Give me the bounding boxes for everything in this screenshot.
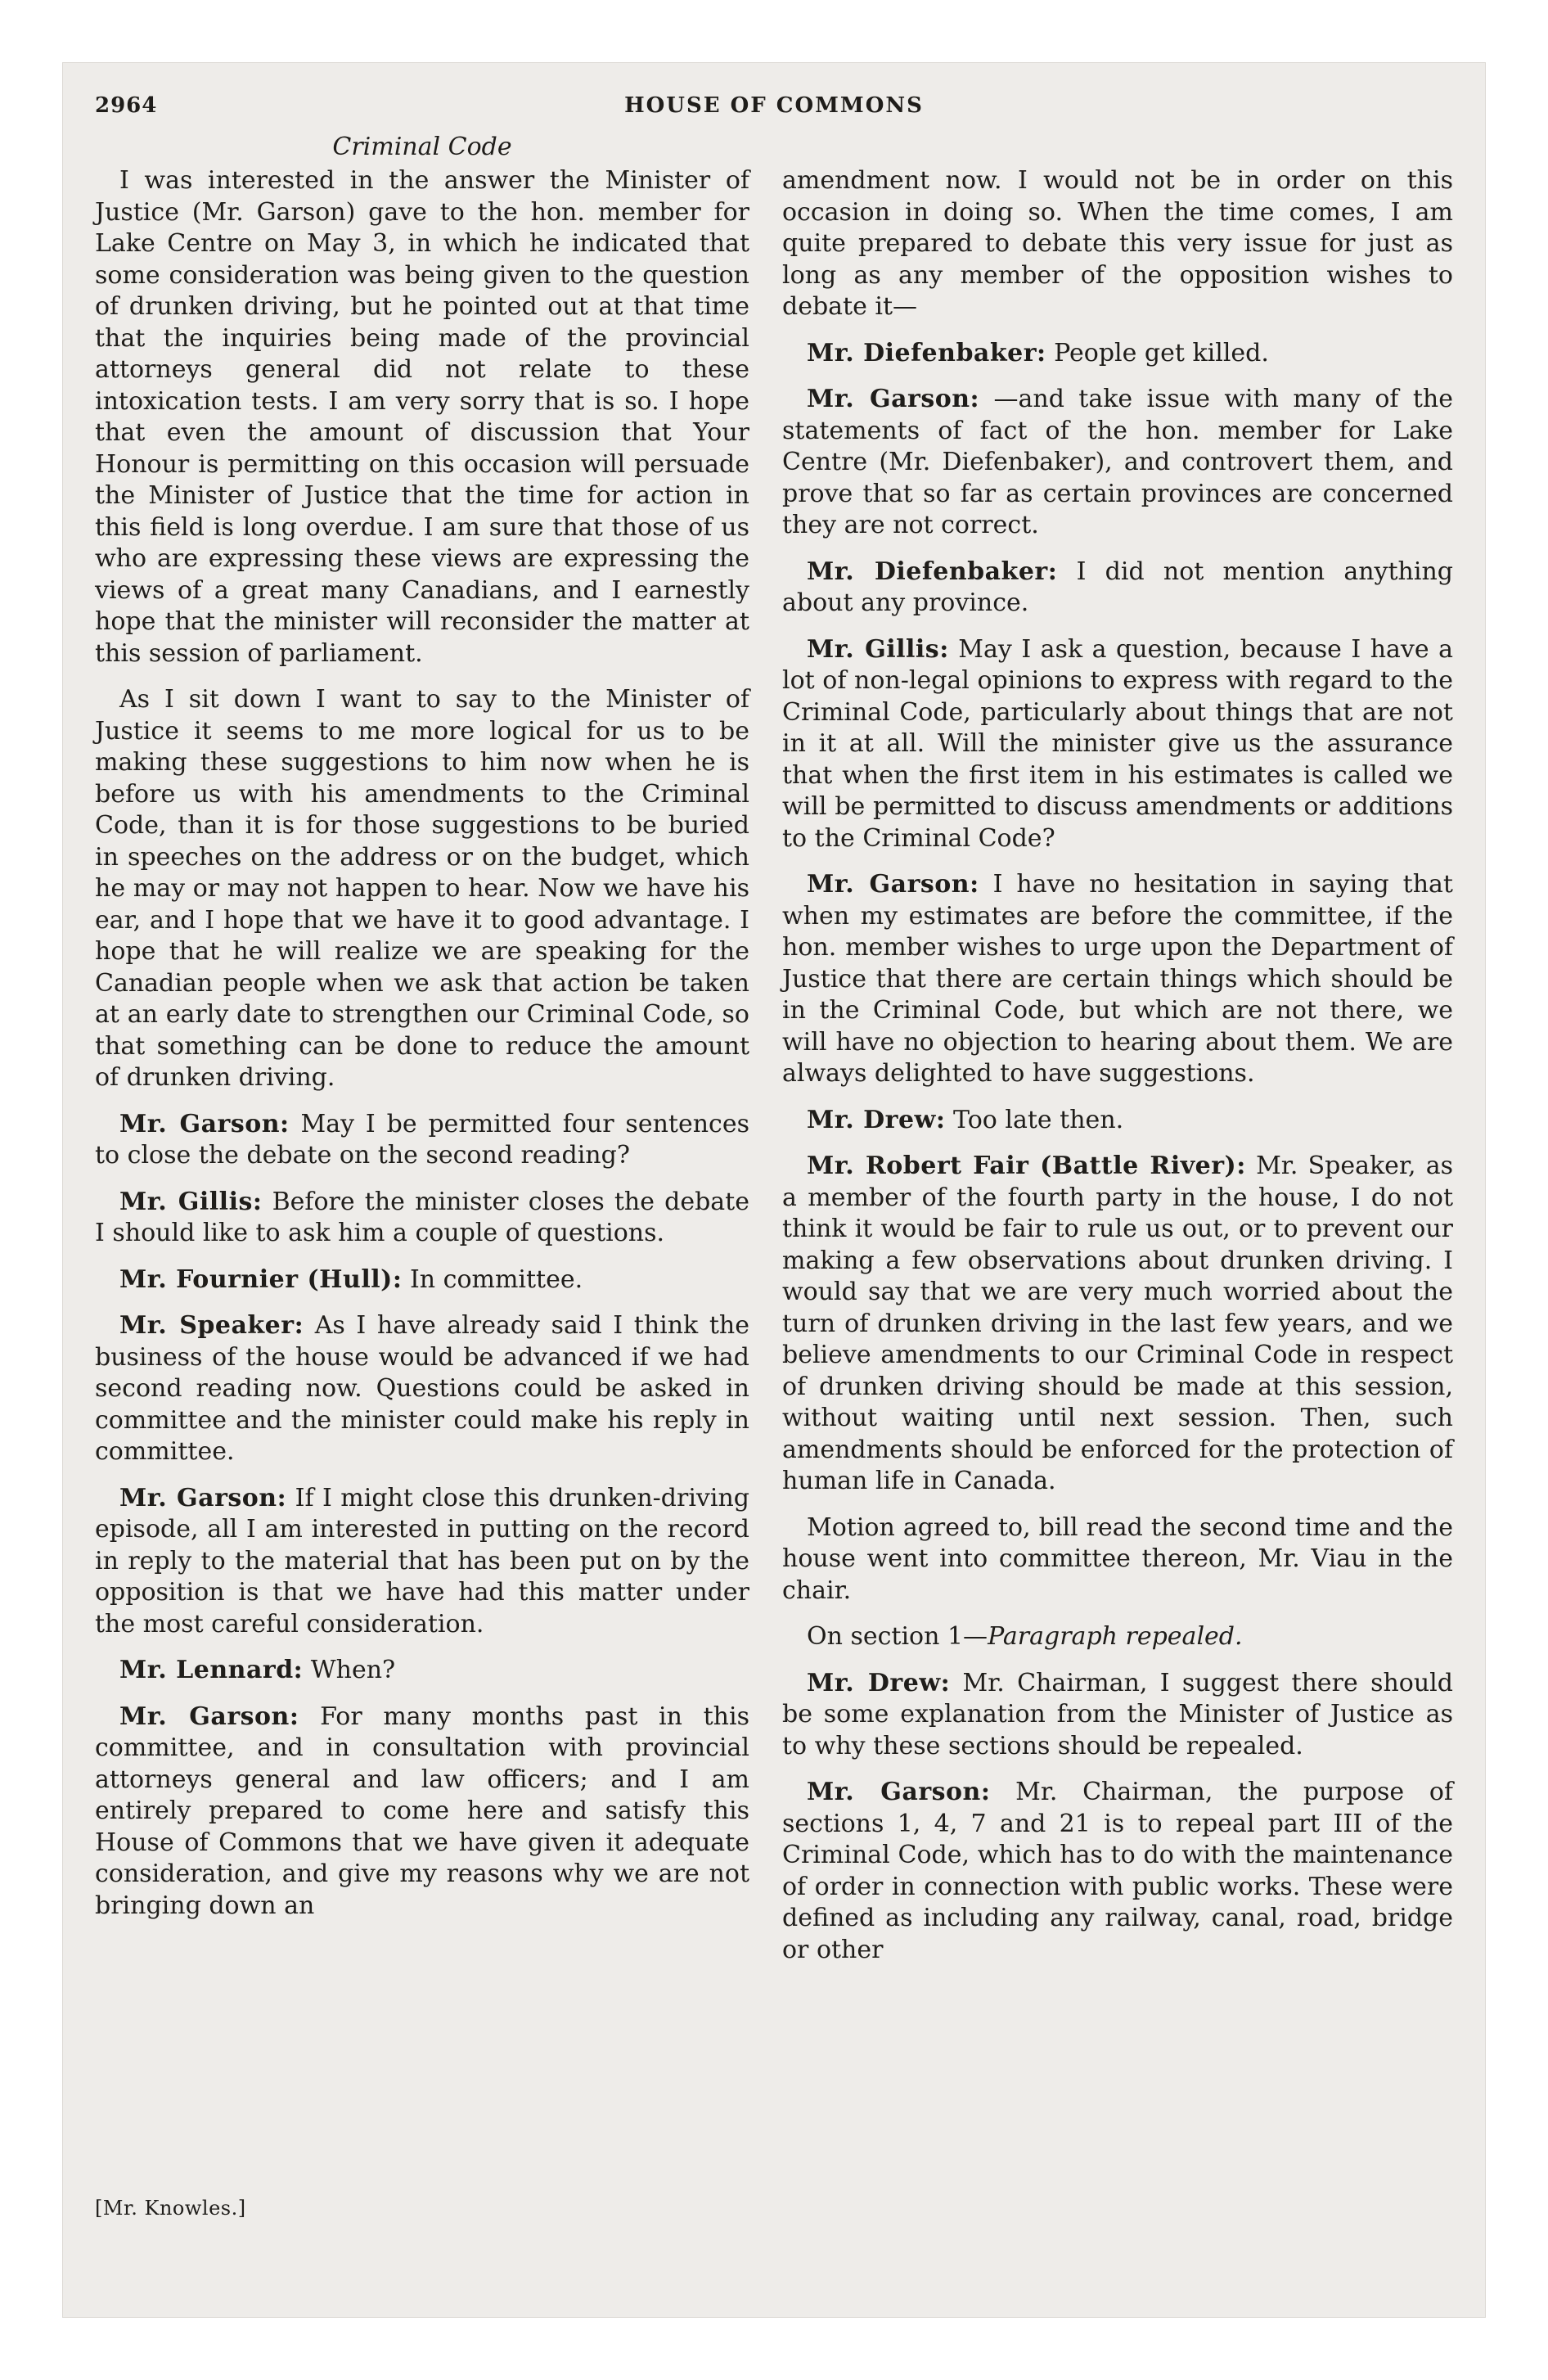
paragraph [95,1310,749,1468]
paragraph [95,1655,749,1687]
page-title: HOUSE OF COMMONS [624,93,924,118]
paragraph [95,1483,749,1641]
paragraph [782,384,1453,542]
paragraph-text: May I ask a question, because I have a lot of non-legal opinions to express with regard to the Criminal Code, particularly about things that are not in it at all. Will the minister give us the assurance that when the first item in his estimates is called we will be permitted to discuss amendments or additions to the Criminal Code? [782,634,1453,853]
paragraph-text: In committee. [409,1264,583,1294]
paragraph-text: Motion agreed to, bill read the second time and the house went into committee thereon, Mr. Viau in the chair. [782,1512,1453,1605]
right-column [782,165,1453,1981]
paragraph [95,165,749,669]
section-heading-italic: Paragraph repealed. [988,1622,1243,1651]
speaker-name: Mr. Garson: [119,1109,290,1138]
speaker-name: Mr. Garson: [119,1702,299,1731]
paragraph [95,684,749,1094]
paragraph-text: —and take issue with many of the statements of fact of the hon. member for Lake Centre (Mr. Diefenbaker), and controvert them, and prove that so far as certain provinces are concerned they are not correct. [782,385,1453,539]
paragraph [782,1777,1453,1966]
speaker-name: Mr. Robert Fair (Battle River): [807,1152,1246,1180]
paragraph-text: If I might close this drunken-driving episode, all I am interested in putting on the record in reply to the material that has been put on by the opposition is that we have had this matter under the most careful consideration. [95,1483,749,1639]
speaker-name: Mr. Fournier (Hull): [119,1264,403,1294]
paragraph-text: I was interested in the answer the Minister of Justice (Mr. Garson) gave to the hon. member for Lake Centre on May 3, in which he indicated that some consideration was being given to the question of drunken driving, but he pointed out at that time that the inquiries being made of the provincial attorneys general did not relate to these intoxication tests. I am very sorry that is so. I hope that even the amount of discussion that Your Honour is permitting on this occasion will persuade the Minister of Justice that the time for action in this field is long overdue. I am sure that those of us who are expressing these views are expressing the views of a great many Canadians, and I earnestly hope that the minister will reconsider the matter at this session of parliament. [95,166,749,668]
speaker-name: Mr. Drew: [807,1668,951,1697]
speaker-name: Mr. Garson: [119,1483,287,1512]
paragraph [782,1105,1453,1137]
speaker-name: Mr. Diefenbaker: [807,557,1058,586]
speaker-name: Mr. Garson: [807,870,979,899]
paragraph-text: People get killed. [1054,338,1269,367]
paragraph [782,634,1453,855]
paragraph-text: I did not mention anything about any province. [782,557,1453,617]
speaker-name: Mr. Gillis: [807,634,949,664]
paragraph [782,869,1453,1090]
paragraph [782,1512,1453,1607]
paragraph [95,1109,749,1172]
paragraph-text: I have no hesitation in saying that when my estimates are before the committee, if the hon. member wishes to urge upon the Department of Justice that there are certain things which should be in the Criminal Code, but which are not there, we will have no objection to hearing about them. We are always delighted to have suggestions. [782,870,1453,1088]
paragraph-text: Too late then. [953,1105,1124,1134]
speaker-name: Mr. Lennard: [119,1656,304,1684]
section-heading-text: On section 1— [807,1622,988,1651]
speaker-name: Mr. Garson: [807,1778,991,1806]
section-title: Criminal Code [332,133,512,161]
paragraph-text: Mr. Chairman, I suggest there should be some explanation from the Minister of Justice as to why these sections should be repealed. [782,1668,1453,1760]
paragraph-text: Mr. Speaker, as a member of the fourth party in the house, I do not think it would be fair to rule us out, or to prevent our making a few observations about drunken driving. I would say that we are very much worried about the turn of drunken driving in the last few years, and we believe amendments to our Criminal Code in respect of drunken driving should be made at this session, without waiting until next session. Then, such amendments should be enforced for the protection of human life in Canada. [782,1152,1454,1495]
paragraph [95,1187,749,1250]
paragraph [782,338,1453,370]
paragraph [782,557,1453,620]
speaker-name: Mr. Garson: [807,385,980,413]
hansard-page [62,62,1486,2318]
paragraph [782,1151,1453,1498]
paragraph-text: May I be permitted four sentences to close the debate on the second reading? [95,1109,749,1170]
paragraph-text: As I sit down I want to say to the Minister of Justice it seems to me more logical for us to be making these suggestions to him now when he is before us with his amendments to the Criminal Code, than it is for those suggestions to be buried in speeches on the address or on the budget, which he may or may not happen to hear. Now we have his ear, and I hope that we have it to good advantage. I hope that he will realize we are speaking for the Canadian people when we ask that action be taken at an early date to strengthen our Criminal Code, so that something can be done to reduce the amount of drunken driving. [95,685,749,1092]
speaker-name: Mr. Gillis: [119,1187,263,1216]
page-number: 2964 [95,93,158,118]
paragraph-text: When? [310,1656,396,1684]
paragraph-text: For many months past in this committee, and in consultation with provincial attorneys general and law officers; and I am entirely prepared to come here and satisfy this House of Commons that we have given it adequate consideration, and give my reasons why we are not bringing down an [95,1702,749,1920]
left-column [95,165,749,1936]
section-heading [782,1621,1453,1653]
paragraph [782,1668,1453,1763]
paragraph-text: As I have already said I think the business of the house would be advanced if we had second reading now. Questions could be asked in committee and the minister could make his reply in committee. [95,1311,749,1466]
paragraph [95,1702,749,1922]
paragraph-text: Mr. Chairman, the purpose of sections 1, 4, 7 and 21 is to repeal part III of the Criminal Code, which has to do with the maintenance of order in connection with public works. These were defined as including any railway, canal, road, bridge or other [782,1778,1453,1964]
paragraph-text: Before the minister closes the debate I should like to ask him a couple of questions. [95,1187,749,1247]
speaker-name: Mr. Speaker: [119,1311,304,1340]
paragraph-continuation: amendment now. I would not be in order on this occasion in doing so. When the time comes, I am quite prepared to debate this very issue for just as long as any member of the opposition wishes to debate it— [782,166,1453,321]
speaker-name: Mr. Diefenbaker: [807,338,1046,367]
speaker-name: Mr. Drew: [807,1105,946,1134]
paragraph [95,1264,749,1296]
speaker-footer-tag: [Mr. Knowles.] [95,2197,246,2220]
